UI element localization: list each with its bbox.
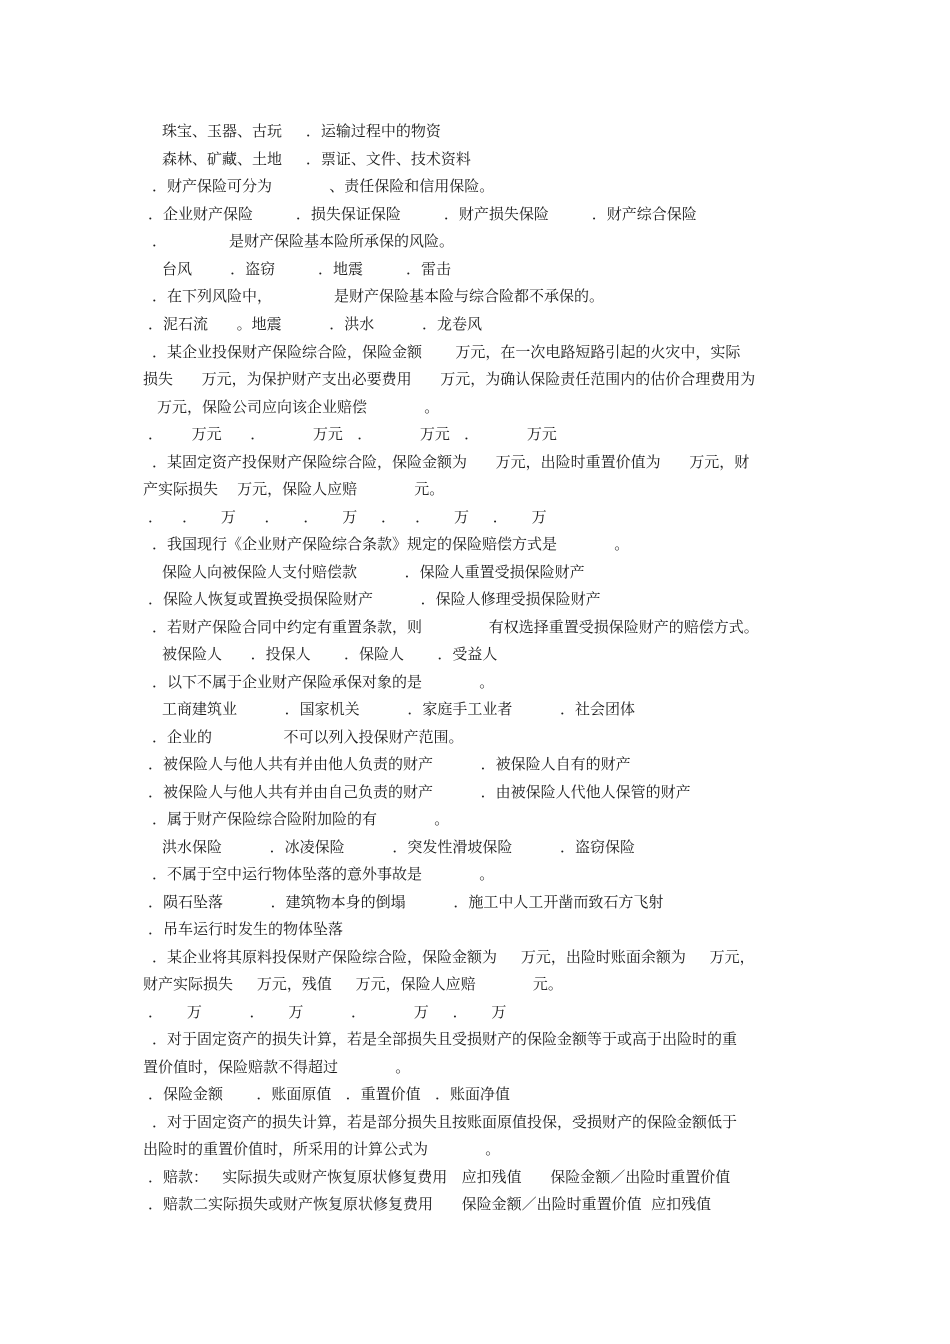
text-line: ．赔款： 实际损失或财产恢复原状修复费用 应扣残值 保险金额／出险时重置价值: [148, 1168, 731, 1186]
text-line: ．保险人恢复或置换受损保险财产 ．保险人修理受损保险财产: [148, 590, 601, 608]
text-line: ．吊车运行时发生的物体坠落: [148, 920, 344, 938]
text-line: 产实际损失 万元，保险人应赔 元。: [143, 480, 445, 498]
text-line: ．我国现行《企业财产保险综合条款》规定的保险赔偿方式是 。: [152, 535, 630, 553]
text-line: ．被保险人与他人共有并由他人负责的财产 ．被保险人自有的财产: [148, 755, 631, 773]
text-line: 珠宝、玉器、古玩 ．运输过程中的物资: [162, 122, 441, 140]
text-line: ．属于财产保险综合险附加险的有 。: [152, 810, 450, 828]
text-line: ．某企业投保财产保险综合险，保险金额 万元，在一次电路短路引起的火灾中，实际: [152, 343, 741, 361]
text-line: ．赔款二实际损失或财产恢复原状修复费用 保险金额／出险时重置价值 应扣残值: [148, 1195, 712, 1213]
text-line: ．对于固定资产的损失计算，若是部分损失且按账面原值投保，受损财产的保险金额低于: [152, 1113, 738, 1131]
text-line: ．在下列风险中， 是财产保险基本险与综合险都不承保的。: [152, 287, 604, 305]
text-line: 出险时的重置价值时，所采用的计算公式为 。: [143, 1140, 501, 1158]
text-line: ． 万元 ． 万元 ． 万元 ． 万元: [148, 425, 557, 443]
text-line: ． 是财产保险基本险所承保的风险。: [152, 232, 454, 250]
text-line: ．对于固定资产的损失计算，若是全部损失且受损财产的保险金额等于或高于出险时的重: [152, 1030, 738, 1048]
text-line: ．企业的 不可以列入投保财产范围。: [152, 728, 464, 746]
text-line: ．被保险人与他人共有并由自己负责的财产 ．由被保险人代他人保管的财产: [148, 783, 691, 801]
text-line: 损失 万元，为保护财产支出必要费用 万元，为确认保险责任范围内的估价合理费用为: [143, 370, 756, 388]
text-line: ．若财产保险合同中约定有重置条款，则 有权选择重置受损保险财产的赔偿方式。: [152, 618, 759, 636]
text-line: ．以下不属于企业财产保险承保对象的是 。: [152, 673, 495, 691]
text-line: ．泥石流 。地震 ．洪水 ．龙卷风: [148, 315, 482, 333]
text-line: ． 万 ． 万 ． 万 ． 万: [148, 1003, 507, 1021]
text-line: ．某企业将其原料投保财产保险综合险，保险金额为 万元，出险时账面余额为 万元，: [152, 948, 755, 966]
text-line: 洪水保险 ．冰凌保险 ．突发性滑坡保险 ．盗窃保险: [162, 838, 636, 856]
text-line: 保险人向被保险人支付赔偿款 ．保险人重置受损保险财产: [162, 563, 585, 581]
text-line: ．不属于空中运行物体坠落的意外事故是 。: [152, 865, 495, 883]
text-line: ．陨石坠落 ．建筑物本身的倒塌 ．施工中人工开凿而致石方飞射: [148, 893, 664, 911]
text-line: ．企业财产保险 ．损失保证保险 ．财产损失保险 ．财产综合保险: [148, 205, 697, 223]
text-line: 置价值时，保险赔款不得超过 。: [143, 1058, 411, 1076]
text-line: 被保险人 ．投保人 ．保险人 ．受益人: [162, 645, 498, 663]
text-line: 森林、矿藏、土地 ．票证、文件、技术资料: [162, 150, 471, 168]
text-line: 万元，保险公司应向该企业赔偿 。: [157, 398, 440, 416]
text-line: 财产实际损失 万元，残值 万元，保险人应赔 元。: [143, 975, 563, 993]
text-line: ．某固定资产投保财产保险综合险，保险金额为 万元，出险时重置价值为 万元，财: [152, 453, 750, 471]
text-line: ． ． 万 ． ． 万 ． ． 万 ． 万: [148, 508, 547, 526]
text-line: 台风 ．盗窃 ．地震 ．雷击: [162, 260, 451, 278]
text-line: ．财产保险可分为 、责任保险和信用保险。: [152, 177, 495, 195]
text-line: 工商建筑业 ．国家机关 ．家庭手工业者 ．社会团体: [162, 700, 636, 718]
text-line: ．保险金额 ．账面原值 ．重置价值 ．账面净值: [148, 1085, 510, 1103]
